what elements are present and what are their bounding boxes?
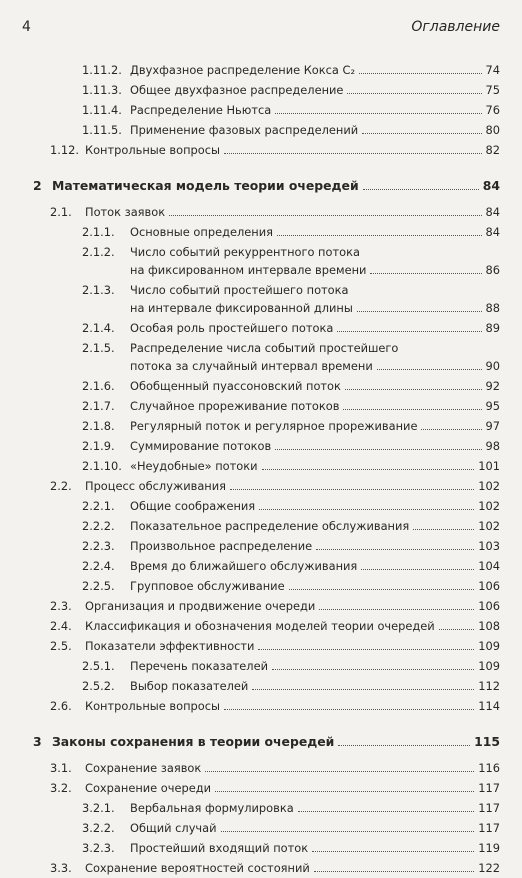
running-header — [22, 19, 500, 39]
toc-entry[interactable] — [0, 556, 522, 576]
toc-entry-page: 106 — [478, 599, 500, 613]
toc-entry-title: потока за случайный интервал времени — [130, 359, 373, 373]
toc-entry-title: Перечень показателей — [130, 659, 268, 673]
toc-entry-number: 2.5.2. — [82, 679, 115, 693]
toc-entry-page: 103 — [478, 539, 500, 553]
toc-entry[interactable] — [0, 536, 522, 556]
dot-leader — [224, 708, 474, 710]
dot-leader — [275, 112, 481, 114]
toc-entry-number: 2.1.1. — [82, 225, 115, 239]
dot-leader — [275, 448, 481, 450]
page-number: 4 — [22, 19, 31, 35]
toc-entry-title: Случайное прореживание потоков — [130, 399, 340, 413]
toc-entry-title: Математическая модель теории очередей — [52, 178, 359, 193]
toc-entry[interactable] — [0, 456, 522, 476]
toc-entry[interactable] — [0, 120, 522, 140]
dot-leader — [312, 850, 474, 852]
toc-entry-page: 89 — [485, 321, 500, 335]
toc-entry-number: 2.1.10. — [82, 459, 122, 473]
toc-entry-number: 2.3. — [50, 599, 72, 613]
dot-leader — [347, 92, 481, 94]
toc-entry-number: 2.5.1. — [82, 659, 115, 673]
dot-leader — [289, 588, 475, 590]
toc-entry-page: 76 — [485, 103, 500, 117]
toc-entry[interactable] — [0, 496, 522, 516]
toc-entry[interactable] — [0, 576, 522, 596]
toc-entry[interactable] — [0, 636, 522, 656]
toc-entry-title: Число событий простейшего потока — [130, 283, 349, 297]
toc-entry-title: Законы сохранения в теории очередей — [52, 734, 335, 749]
toc-entry-page: 112 — [478, 679, 500, 693]
dot-leader — [362, 132, 481, 134]
dot-leader — [421, 428, 481, 430]
toc-entry-title: Организация и продвижение очереди — [85, 599, 316, 613]
dot-leader — [262, 468, 475, 470]
toc-entry[interactable] — [0, 758, 522, 778]
toc-entry-number: 2.1.2. — [82, 245, 115, 259]
toc-entry-number: 3.2.2. — [82, 821, 115, 835]
dot-leader — [319, 608, 474, 610]
toc-entry-page: 84 — [485, 205, 500, 219]
toc-entry[interactable] — [0, 436, 522, 456]
dot-leader — [169, 214, 481, 216]
toc-entry-number: 1.11.5. — [82, 123, 122, 137]
toc-entry-page: 122 — [478, 861, 500, 875]
toc-entry-title: Регулярный поток и регулярное прореживание — [130, 419, 418, 433]
toc-entry-page: 117 — [478, 821, 500, 835]
toc-entry-number: 2.5. — [50, 639, 72, 653]
dot-leader — [205, 770, 474, 772]
toc-entry[interactable] — [0, 100, 522, 120]
toc-entry[interactable] — [0, 242, 522, 280]
toc-entry-title: Контрольные вопросы — [85, 143, 220, 157]
dot-leader — [224, 152, 482, 154]
toc-entry-title: на фиксированном интервале времени — [130, 263, 367, 277]
toc-entry-title: «Неудобные» потоки — [130, 459, 258, 473]
toc-entry[interactable] — [0, 140, 522, 160]
toc-entry-title: Сохранение очереди — [85, 781, 212, 795]
toc-entry[interactable] — [0, 318, 522, 338]
toc-entry-page: 109 — [478, 659, 500, 673]
toc-entry[interactable] — [0, 202, 522, 222]
toc-entry[interactable] — [0, 476, 522, 496]
toc-entry-page: 84 — [485, 225, 500, 239]
toc-entry-number: 2.1.3. — [82, 283, 115, 297]
toc-entry-number: 2.4. — [50, 619, 72, 633]
dot-leader — [361, 568, 474, 570]
toc-entry-number: 2.1.7. — [82, 399, 115, 413]
toc-entry-title: Сохранение вероятностей состояний — [85, 861, 310, 875]
toc-entry-title: Общее двухфазное распределение — [130, 83, 344, 97]
dot-leader — [338, 744, 470, 746]
toc-entry-title: Контрольные вопросы — [85, 699, 220, 713]
toc-entry-page: 115 — [474, 734, 500, 749]
toc-entry[interactable] — [0, 676, 522, 696]
toc-entry-page: 80 — [485, 123, 500, 137]
toc-entry-page: 114 — [478, 699, 500, 713]
toc-entry-page: 82 — [485, 143, 500, 157]
toc-chapter-entry[interactable] — [0, 726, 522, 758]
toc-entry-title: Суммирование потоков — [130, 439, 272, 453]
dot-leader — [363, 188, 479, 190]
toc-entry-page: 102 — [478, 499, 500, 513]
toc-entry-page: 102 — [478, 479, 500, 493]
toc-entry-page: 119 — [478, 841, 500, 855]
toc-entry-title: Простейший входящий поток — [130, 841, 309, 855]
toc-entry-title: Число событий рекуррентного потока — [130, 245, 360, 259]
toc-entry-page: 88 — [485, 301, 500, 315]
toc-entry-page: 117 — [478, 801, 500, 815]
toc-entry-title: на интервале фиксированной длины — [130, 301, 353, 315]
dot-leader — [298, 810, 475, 812]
table-of-contents — [0, 60, 522, 878]
toc-entry-number: 2.2.3. — [82, 539, 115, 553]
toc-entry-title: Классификация и обозначения моделей теории очередей — [85, 619, 435, 633]
toc-entry[interactable] — [0, 858, 522, 878]
running-title: Оглавление — [411, 19, 500, 35]
toc-entry-number: 2.6. — [50, 699, 72, 713]
toc-entry-title: Показатели эффективности — [85, 639, 255, 653]
toc-entry-number: 1.11.3. — [82, 83, 122, 97]
dot-leader — [252, 688, 474, 690]
toc-entry[interactable] — [0, 396, 522, 416]
dot-leader — [221, 830, 475, 832]
dot-leader — [230, 488, 474, 490]
toc-entry[interactable] — [0, 616, 522, 636]
dot-leader — [370, 272, 481, 274]
toc-entry-title: Процесс обслуживания — [85, 479, 227, 493]
toc-entry-page: 116 — [478, 761, 500, 775]
toc-entry-number: 3.2. — [50, 781, 72, 795]
toc-entry[interactable] — [0, 60, 522, 80]
toc-entry-number: 3.3. — [50, 861, 72, 875]
toc-entry-page: 102 — [478, 519, 500, 533]
dot-leader — [413, 528, 474, 530]
toc-entry-title: Сохранение заявок — [85, 761, 202, 775]
toc-chapter-entry[interactable] — [0, 170, 522, 202]
toc-entry[interactable] — [0, 222, 522, 242]
toc-entry[interactable] — [0, 516, 522, 536]
toc-entry[interactable] — [0, 280, 522, 318]
dot-leader — [357, 310, 482, 312]
toc-entry-title: Двухфазное распределение Кокса C₂ — [130, 63, 356, 77]
toc-entry-number: 2.2.2. — [82, 519, 115, 533]
dot-leader — [377, 368, 482, 370]
toc-entry-title: Время до ближайшего обслуживания — [130, 559, 358, 573]
toc-entry-title: Общие соображения — [130, 499, 256, 513]
toc-entry-page: 101 — [478, 459, 500, 473]
dot-leader — [272, 668, 474, 670]
toc-entry-page: 84 — [482, 178, 500, 193]
toc-entry-number: 2.2.5. — [82, 579, 115, 593]
toc-entry-title: Групповое обслуживание — [130, 579, 285, 593]
toc-entry-title: Показательное распределение обслуживания — [130, 519, 410, 533]
toc-entry[interactable] — [0, 656, 522, 676]
dot-leader — [439, 628, 475, 630]
toc-entry-number: 2.1. — [50, 205, 72, 219]
toc-entry[interactable] — [0, 376, 522, 396]
toc-entry-page: 108 — [478, 619, 500, 633]
dot-leader — [259, 508, 474, 510]
toc-entry[interactable] — [0, 338, 522, 376]
dot-leader — [215, 790, 474, 792]
toc-entry-title: Вербальная формулировка — [130, 801, 294, 815]
toc-entry-page: 90 — [485, 359, 500, 373]
toc-entry-page: 104 — [478, 559, 500, 573]
toc-entry-number: 3.2.1. — [82, 801, 115, 815]
toc-entry-title: Выбор показателей — [130, 679, 249, 693]
toc-entry[interactable] — [0, 416, 522, 436]
toc-entry[interactable] — [0, 838, 522, 858]
toc-entry[interactable] — [0, 696, 522, 716]
toc-entry-title: Основные определения — [130, 225, 273, 239]
toc-entry[interactable] — [0, 798, 522, 818]
toc-entry[interactable] — [0, 596, 522, 616]
dot-leader — [277, 234, 482, 236]
dot-leader — [345, 388, 482, 390]
toc-entry-number: 2.2.4. — [82, 559, 115, 573]
toc-entry-number: 2 — [33, 178, 42, 193]
toc-entry-number: 3 — [33, 734, 42, 749]
toc-entry-page: 98 — [485, 439, 500, 453]
dot-leader — [359, 72, 481, 74]
toc-entry-page: 106 — [478, 579, 500, 593]
toc-entry-page: 92 — [485, 379, 500, 393]
toc-entry-number: 3.2.3. — [82, 841, 115, 855]
toc-entry-title: Обобщенный пуассоновский поток — [130, 379, 341, 393]
toc-entry-number: 1.12. — [50, 143, 79, 157]
toc-entry[interactable] — [0, 80, 522, 100]
toc-entry-number: 2.2.1. — [82, 499, 115, 513]
toc-entry-page: 97 — [485, 419, 500, 433]
dot-leader — [337, 330, 481, 332]
toc-entry-title: Общий случай — [130, 821, 217, 835]
toc-entry-page: 117 — [478, 781, 500, 795]
toc-entry[interactable] — [0, 818, 522, 838]
toc-entry-page: 74 — [485, 63, 500, 77]
dot-leader — [314, 870, 474, 872]
toc-entry-title: Распределение Ньютса — [130, 103, 272, 117]
dot-leader — [343, 408, 481, 410]
toc-entry-number: 2.2. — [50, 479, 72, 493]
toc-entry-title: Особая роль простейшего потока — [130, 321, 334, 335]
toc-entry-page: 75 — [485, 83, 500, 97]
toc-entry-number: 2.1.4. — [82, 321, 115, 335]
dot-leader — [316, 548, 474, 550]
toc-entry-title: Произвольное распределение — [130, 539, 313, 553]
toc-entry[interactable] — [0, 778, 522, 798]
toc-entry-number: 2.1.5. — [82, 341, 115, 355]
toc-entry-number: 3.1. — [50, 761, 72, 775]
toc-entry-page: 95 — [485, 399, 500, 413]
toc-entry-number: 2.1.9. — [82, 439, 115, 453]
dot-leader — [258, 648, 474, 650]
toc-entry-number: 1.11.4. — [82, 103, 122, 117]
toc-entry-page: 109 — [478, 639, 500, 653]
toc-entry-number: 1.11.2. — [82, 63, 122, 77]
toc-entry-title: Применение фазовых распределений — [130, 123, 359, 137]
toc-entry-title: Распределение числа событий простейшего — [130, 341, 399, 355]
toc-entry-number: 2.1.8. — [82, 419, 115, 433]
toc-entry-page: 86 — [485, 263, 500, 277]
toc-entry-title: Поток заявок — [85, 205, 166, 219]
toc-entry-number: 2.1.6. — [82, 379, 115, 393]
